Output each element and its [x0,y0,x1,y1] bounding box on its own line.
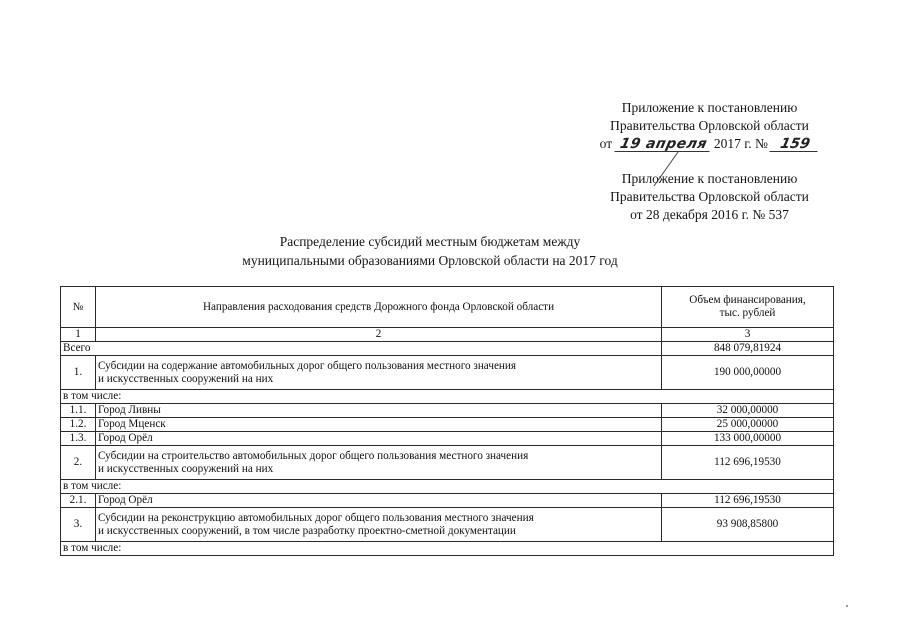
column-index-row [61,328,834,342]
row-name: Город Мценск [96,418,662,432]
section-name-line1: Субсидии на строительство автомобильных дорог общего пользования местного значения [98,449,529,462]
subsidy-table [60,286,834,556]
handwritten-date: 19 апреля [614,137,712,152]
total-value: 848 079,81924 [662,342,834,356]
row-name: Город Орёл [96,494,662,508]
row-value: 112 696,19530 [662,494,834,508]
section-num: 3. [61,508,96,542]
section-row [61,508,834,542]
section-name-line1: Субсидии на содержание автомобильных дорог общего пользования местного значения [98,359,517,372]
header-num: № [61,287,96,328]
total-row [61,342,834,356]
appendix-previous-line1: Приложение к постановлению [621,171,798,186]
section-value: 93 908,85800 [662,508,834,542]
row-name: Город Ливны [96,404,662,418]
row-num: 2.1. [61,494,96,508]
including-label: в том числе: [61,542,834,556]
column-index-2: 2 [96,328,662,342]
section-num: 2. [61,446,96,480]
section-row [61,446,834,480]
table-row [61,418,834,432]
header-volume [662,287,834,328]
row-num: 1.3. [61,432,96,446]
section-value: 190 000,00000 [662,356,834,390]
total-label: Всего [61,342,662,356]
appendix-previous [582,170,837,224]
handwritten-number: 159 [770,137,821,152]
section-name [96,356,662,390]
section-name-line2: и искусственных сооружений на них [98,462,274,475]
header-direction: Направления расходования средств Дорожного фонда Орловской области [96,287,662,328]
column-index-1: 1 [61,328,96,342]
row-num: 1.2. [61,418,96,432]
including-row [61,390,834,404]
appendix-current-line1: Приложение к постановлению [621,100,798,115]
column-index-3: 3 [662,328,834,342]
section-name-line2: и искусственных сооружений, в том числе разработку проектно-сметной документации [98,524,516,537]
appendix-previous-line2: Правительства Орловской области [610,189,809,204]
table-row [61,404,834,418]
section-name-line1: Субсидии на реконструкцию автомобильных дорог общего пользования местного значения [98,511,534,524]
document-title [200,232,660,270]
row-name: Город Орёл [96,432,662,446]
from-label: от [599,136,613,151]
appendix-current [582,99,837,153]
table-row [61,432,834,446]
appendix-current-date-line [582,135,837,153]
row-num: 1.1. [61,404,96,418]
including-row [61,542,834,556]
appendix-current-line2: Правительства Орловской области [610,118,809,133]
appendix-previous-line3: от 28 декабря 2016 г. № 537 [630,207,789,222]
row-value: 133 000,00000 [662,432,834,446]
header-volume-line2: тыс. рублей [719,307,776,319]
section-num: 1. [61,356,96,390]
table-row [61,494,834,508]
section-value: 112 696,19530 [662,446,834,480]
including-row [61,480,834,494]
section-name [96,446,662,480]
title-line2: муниципальными образованиями Орловской области на 2017 год [242,253,618,268]
row-value: 32 000,00000 [662,404,834,418]
row-value: 25 000,00000 [662,418,834,432]
title-line1: Распределение субсидий местным бюджетам между [279,234,581,249]
including-label: в том числе: [61,480,834,494]
including-label: в том числе: [61,390,834,404]
section-name [96,508,662,542]
section-name-line2: и искусственных сооружений на них [98,372,274,385]
table-header-row [61,287,834,328]
year-label: 2017 г. № [713,136,768,151]
scan-speck [846,605,848,607]
header-volume-line1: Объем финансирования, [689,294,806,306]
section-row [61,356,834,390]
